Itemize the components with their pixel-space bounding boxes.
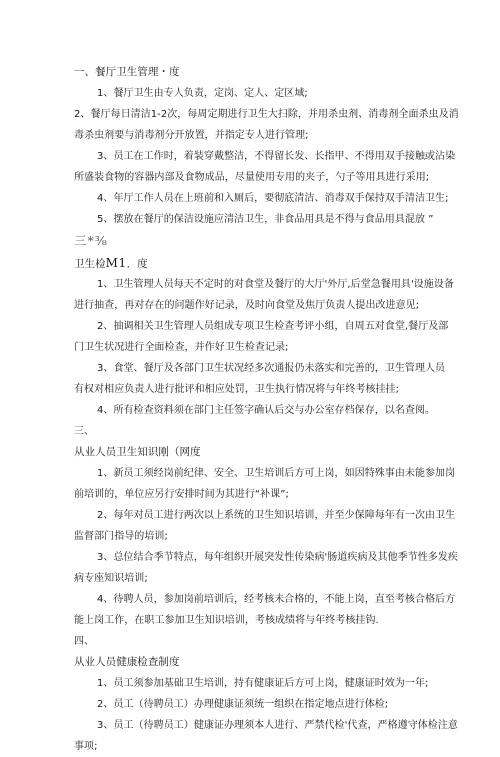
- paragraph-line: 3、食堂、餐厅及各部门卫生状况经多次通报仍未落实和完善的，卫生管理人员: [97, 363, 446, 374]
- paragraph-line: 有权对相应负责人进行批评和相应处罚，卫生执行情况将与年终考核挂挂;: [74, 384, 400, 395]
- paragraph-line: 3、员工在工作时，着装穿戴整洁，不得留长发、长指甲、不得用双手接触或沾染: [97, 151, 456, 162]
- paragraph-line: 能上岗工作，在职工参加卫生知识培训，考核成绩将与年终考核挂钩.: [74, 615, 379, 626]
- paragraph-line: 5、摆放在餐厅的保洁设施应清洁卫生，非食品用具是不得与食品用具混放 ”: [97, 214, 434, 225]
- section-title-suffix: ．度: [126, 258, 148, 270]
- paragraph-line: 1、新员工须经岗前纪律、安全、卫生培训后方可上岗，如因特殊事由未能参加岗: [97, 468, 456, 479]
- paragraph-line: 1、餐厅卫生由专人负责，定岗、定人、定区域;: [97, 88, 308, 99]
- section-title-serif: M1: [105, 256, 127, 270]
- section-title-prefix: 卫生检: [74, 258, 106, 270]
- paragraph-line: 4、年厅工作人员在上班前和入厕后，要彻底清洁、消毒双手保持双手清洁卫生;: [97, 193, 449, 204]
- paragraph-line: 所盛装食物的容器内部及食物成品，尽量使用专用的夹子，勺子等用具进行采用;: [74, 172, 430, 183]
- paragraph-line: 前培训的，单位应另行安排时间为其进行“补课”;: [74, 489, 289, 500]
- section-marker: 四、: [74, 636, 95, 647]
- section-marker: 三*⅜: [74, 233, 108, 248]
- paragraph-line: 事项;: [74, 741, 98, 752]
- paragraph-line: 3、总位结合季节特点，每年组织开展突发性传染病'肠道疾病及其他季节性多发疾: [97, 552, 458, 563]
- paragraph-line: 4、待聘人员，参加岗前培训后，经考核未合格的，不能上岗，直至考核合格后方: [97, 594, 456, 605]
- paragraph-line: 2、餐厅每日清洁1-2次，每周定期进行卫生大扫除，并用杀虫剂、消毒剂全面杀虫及消: [74, 109, 459, 120]
- paragraph-line: 4、所有检查资料须在部门主任签字确认后交与办公室存档保存，以名查阅。: [97, 405, 436, 416]
- paragraph-line: 1、卫生管理人员每天不定时的对食堂及餐厅的大厅'外厅,后堂急餐用具'设施设备: [97, 279, 454, 290]
- section-title: [74, 252, 442, 274]
- paragraph-line: 2、每年对员工进行两次以上系统的卫生知识培训，并至少保障每年有一次由卫生: [97, 510, 456, 521]
- paragraph-line: 毒杀虫剂要与消毒剂分开放置，并指定专人进行管理;: [74, 130, 309, 141]
- paragraph-line: 门卫生状况进行全面检查，并作好卫生检查记录;: [74, 342, 289, 353]
- paragraph-line: 监督部门指导的培训;: [74, 531, 168, 542]
- paragraph-line: 2、员工（待聘员工）办理健康证须统一组织在指定地点进行体检;: [97, 699, 389, 710]
- paragraph-line: 2、抽调相关卫生管理人员组成专项卫生检查考评小组，自周五对食堂,餐厅及部: [97, 321, 449, 332]
- paragraph-line: 病专座知识培训;: [74, 573, 148, 584]
- section-title: 从业人员卫生知识刚（网度: [74, 446, 201, 458]
- paragraph-line: 1、员工须参加基础卫生培训，持有健康证后方可上岗，健康证时效为一年;: [97, 678, 429, 689]
- paragraph-line: 3、员工（待聘员工）健康证办理须本人进行、严禁代检'代查，严格遵守体检注意: [97, 720, 458, 731]
- section-title: 从业人员健康检查制度: [74, 656, 180, 668]
- section-marker: 三、: [74, 426, 95, 437]
- section-title: 一、餐厅卫生管理・度: [74, 66, 180, 78]
- paragraph-line: 进行抽查，再对存在的问题作好记录，及时向食堂及焦厅负责人提出改进意见;: [74, 300, 420, 311]
